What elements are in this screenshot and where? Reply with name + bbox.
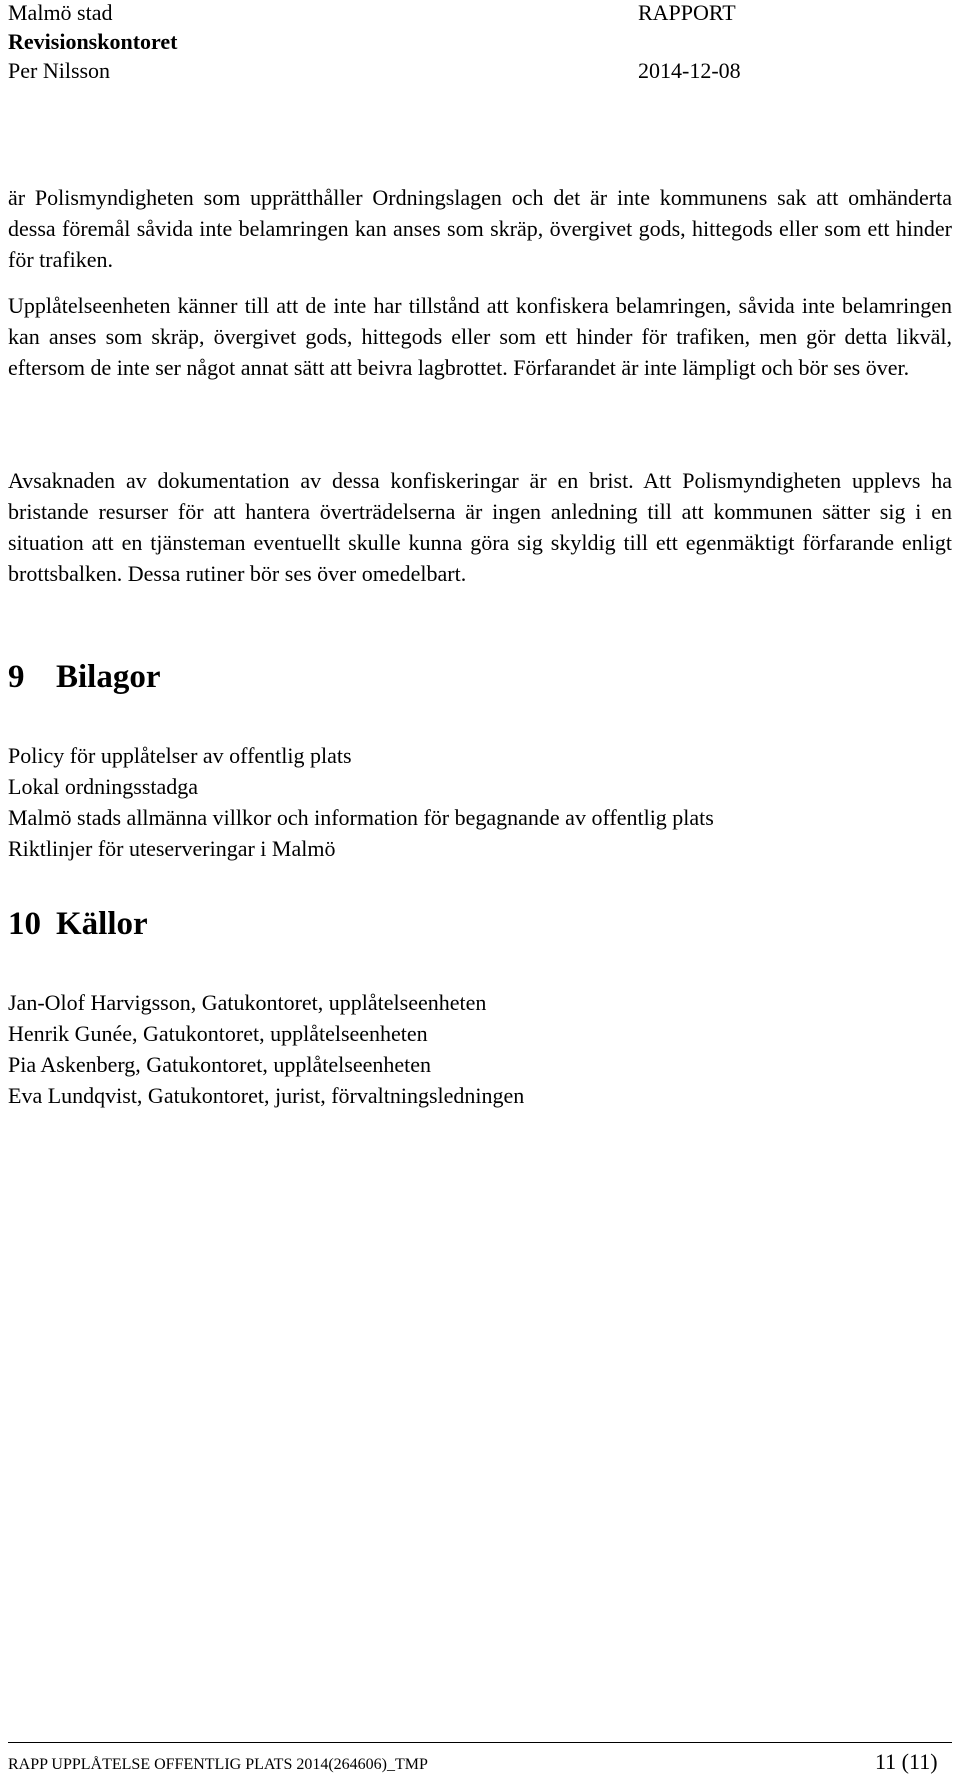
header-org: Malmö stad [8, 0, 113, 25]
footer-divider [8, 1742, 952, 1743]
header-department: Revisionskontoret [8, 29, 178, 54]
paragraph-2 [8, 290, 952, 383]
list-item: Eva Lundqvist, Gatukontoret, jurist, förvaltningsledningen [8, 1083, 525, 1108]
paragraph-3 [8, 465, 952, 589]
paragraph-text: Upplåtelseenheten känner till att de inte har tillstånd att konfiskera belamringen, såvida inte belamringen kan anses som skräp, övergivet gods, hittegods eller som ett hinder för trafiken, men gör detta likväl, eftersom de inte ser något annat sätt att beivra lagbrottet. Förfarandet är inte lämpligt och bör ses över. [8, 293, 952, 380]
list-item: Jan-Olof Harvigsson, Gatukontoret, upplåtelseenheten [8, 990, 487, 1015]
list-item: Malmö stads allmänna villkor och information för begagnande av offentlig plats [8, 805, 714, 830]
section-number: 10 [8, 906, 41, 942]
header-doc-type: RAPPORT [638, 0, 736, 25]
section-number: 9 [8, 659, 25, 695]
list-item: Pia Askenberg, Gatukontoret, upplåtelseenheten [8, 1052, 431, 1077]
footer-page-number: 11 (11) [875, 1749, 938, 1774]
section-heading-bilagor [8, 657, 161, 697]
bilagor-list [8, 740, 714, 864]
kallor-list [8, 987, 524, 1111]
section-heading-kallor [8, 904, 148, 944]
header-author: Per Nilsson [8, 58, 111, 83]
page-header [8, 0, 768, 85]
section-title: Bilagor [56, 659, 161, 695]
footer-doc-id: RAPP UPPLÅTELSE OFFENTLIG PLATS 2014(264606)_TMP [8, 1756, 428, 1773]
paragraph-1 [8, 182, 952, 275]
list-item: Henrik Gunée, Gatukontoret, upplåtelseenheten [8, 1021, 428, 1046]
section-title: Källor [56, 906, 148, 942]
list-item: Riktlinjer för uteserveringar i Malmö [8, 836, 336, 861]
list-item: Policy för upplåtelser av offentlig plats [8, 743, 352, 768]
header-date: 2014-12-08 [638, 58, 741, 83]
paragraph-text: Avsaknaden av dokumentation av dessa konfiskeringar är en brist. Att Polismyndigheten upplevs ha bristande resurser för att hantera överträdelserna är ingen anledning till att kommunen sätter sig i en situation att en tjänsteman eventuellt skulle kunna göra sig skyldig till ett egenmäktigt förfarande enligt brottsbalken. Dessa rutiner bör ses över omedelbart. [8, 468, 952, 586]
list-item: Lokal ordningsstadga [8, 774, 199, 799]
paragraph-text: är Polismyndigheten som upprätthåller Ordningslagen och det är inte kommunens sak att omhänderta dessa föremål såvida inte belamringen kan anses som skräp, övergivet gods, hittegods eller som ett hinder för trafiken. [8, 185, 952, 272]
